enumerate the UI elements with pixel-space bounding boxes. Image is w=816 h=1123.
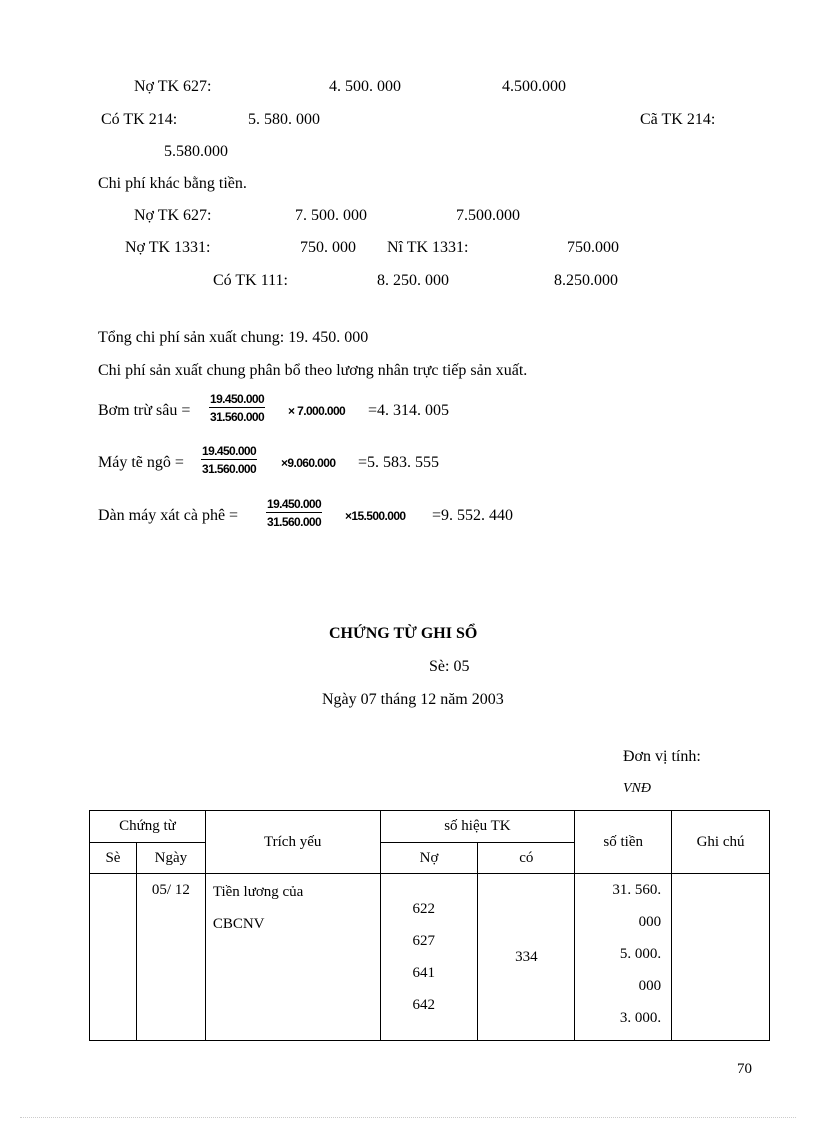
total-overhead-line: Tổng chi phí sản xuất chung: 19. 450. 000 [98, 329, 369, 346]
entry-credit-214-total: 5.580.000 [164, 143, 228, 160]
footer-divider [20, 1117, 796, 1118]
cell-se [90, 874, 137, 1041]
formula-2-numerator: 19.450.000 [202, 444, 257, 458]
page-number: 70 [737, 1061, 752, 1077]
formula-3-multiplier: ×15.500.000 [345, 509, 406, 523]
entry-credit-214-amount: 5. 580. 000 [248, 111, 320, 128]
header-co: có [478, 843, 575, 874]
amount-line-4: 000 [638, 978, 662, 994]
formula-2-result: =5. 583. 555 [358, 454, 440, 471]
entry-debit-627b-amount: 7. 500. 000 [295, 207, 367, 224]
table-row [90, 874, 770, 1041]
voucher-title: CHỨNG TỪ GHI SỔ [329, 625, 478, 642]
cell-co: 334 [478, 874, 575, 1041]
entry-debit-627-amount: 4. 500. 000 [329, 78, 401, 95]
amount-line-5: 3. 000. [619, 1010, 662, 1026]
entry-debit-627b-total: 7.500.000 [456, 207, 520, 224]
amount-line-3: 5. 000. [619, 946, 662, 962]
formula-3-result: =9. 552. 440 [432, 507, 514, 524]
formula-1-result: =4. 314. 005 [368, 402, 450, 419]
allocation-line: Chi phí sản xuất chung phân bổ theo lương nhân trực tiếp sản xuất. [98, 362, 528, 379]
formula-3-fraction [266, 497, 322, 529]
entry-debit-627-label: Nợ TK 627: [134, 78, 212, 95]
formula-1-fraction [209, 392, 265, 424]
other-costs-heading: Chi phí khác bằng tiền. [98, 175, 247, 192]
voucher-number: Sè: 05 [429, 658, 470, 675]
no-account-2: 627 [412, 933, 436, 949]
header-so-tien: số tiền [575, 811, 672, 874]
no-account-3: 641 [412, 965, 436, 981]
cell-no [380, 874, 478, 1041]
trich-yeu-line-1: Tiền lương của [212, 884, 304, 900]
entry-debit-627b-label: Nợ TK 627: [134, 207, 212, 224]
cell-ghi-chu [672, 874, 770, 1041]
unit-value: VNĐ [623, 781, 651, 796]
entry-debit-1331-amount: 750. 000 [300, 239, 356, 256]
header-no: Nợ [380, 843, 478, 874]
amount-line-1: 31. 560. [612, 882, 662, 898]
entry-debit-1331-total: 750.000 [567, 239, 619, 256]
header-trich-yeu: Trích yếu [205, 811, 380, 874]
unit-label: Đơn vị tính: [623, 748, 701, 765]
cell-so-tien [575, 874, 672, 1041]
entry-credit-111-total: 8.250.000 [554, 272, 618, 289]
cell-ngay: 05/ 12 [136, 874, 205, 1041]
no-account-1: 622 [412, 901, 436, 917]
entry-credit-214-extra: Cã TK 214: [640, 111, 716, 128]
header-se: Sè [90, 843, 137, 874]
voucher-table [89, 810, 770, 1041]
formula-1-label: Bơm trừ sâu = [98, 402, 191, 419]
entry-credit-214-label: Có TK 214: [101, 111, 178, 128]
header-so-hieu-tk: số hiệu TK [380, 811, 575, 843]
formula-1-multiplier: × 7.000.000 [288, 404, 346, 418]
trich-yeu-line-2: CBCNV [212, 916, 265, 932]
entry-debit-1331-label: Nợ TK 1331: [125, 239, 211, 256]
formula-3-label: Dàn máy xát cà phê = [98, 507, 239, 524]
formula-2-label: Máy tẽ ngô = [98, 454, 184, 471]
formula-1-denominator: 31.560.000 [210, 410, 265, 424]
voucher-date: Ngày 07 tháng 12 năm 2003 [322, 691, 504, 708]
entry-debit-627-total: 4.500.000 [502, 78, 566, 95]
formula-2-denominator: 31.560.000 [202, 462, 257, 476]
formula-2-multiplier: ×9.060.000 [281, 456, 336, 470]
no-account-4: 642 [412, 997, 436, 1013]
cell-trich-yeu [205, 874, 380, 1041]
header-chung-tu: Chứng từ [90, 811, 206, 843]
header-ghi-chu: Ghi chú [672, 811, 770, 874]
formula-3-numerator: 19.450.000 [267, 497, 322, 511]
entry-credit-111-label: Có TK 111: [213, 272, 288, 289]
amount-line-2: 000 [638, 914, 662, 930]
entry-credit-111-amount: 8. 250. 000 [377, 272, 449, 289]
formula-1-numerator: 19.450.000 [210, 392, 265, 406]
header-ngay: Ngày [136, 843, 205, 874]
entry-debit-1331-extra: Nî TK 1331: [387, 239, 469, 256]
formula-2-fraction [201, 444, 257, 476]
formula-3-denominator: 31.560.000 [267, 515, 322, 529]
